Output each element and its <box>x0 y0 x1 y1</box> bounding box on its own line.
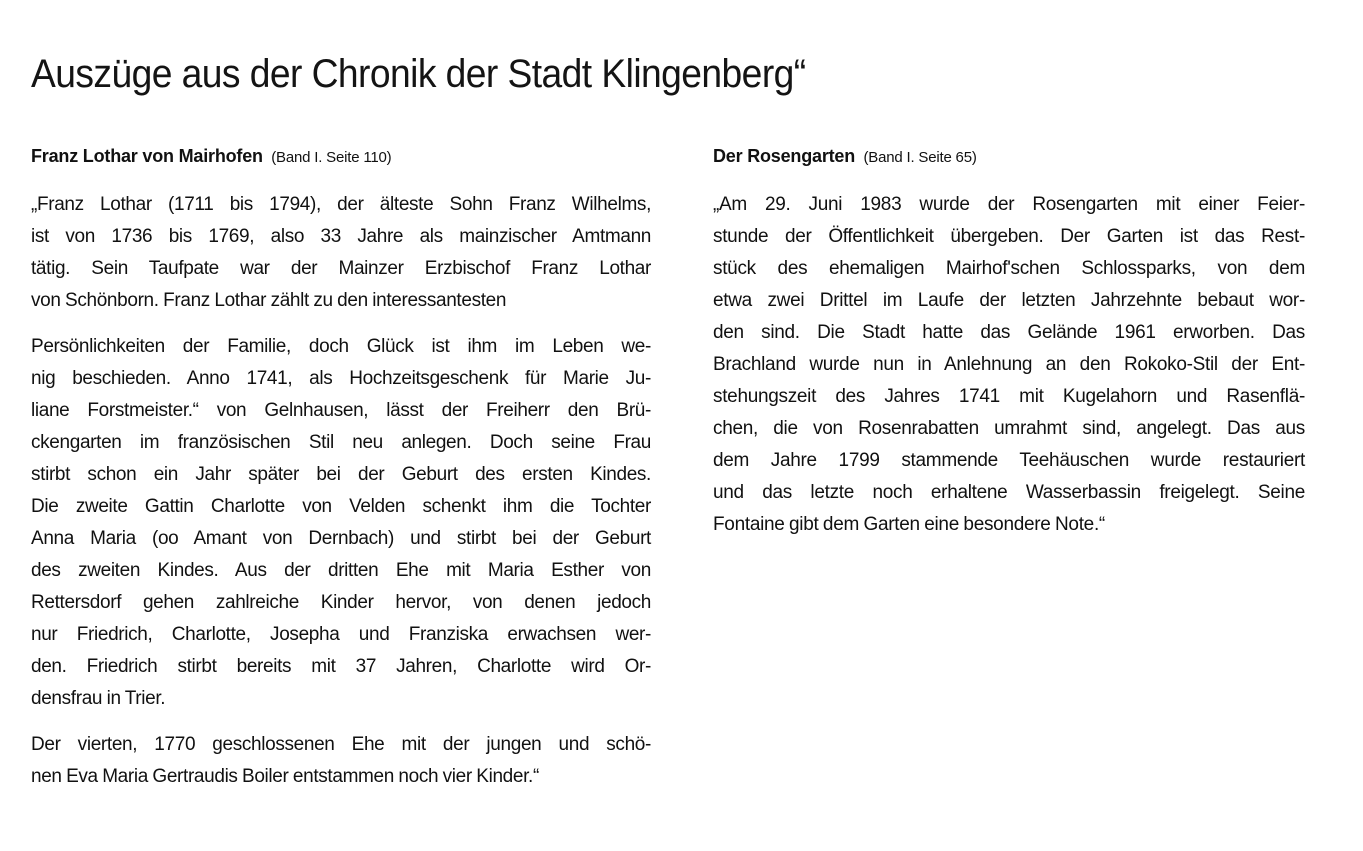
text-line: Brachland wurde nun in Anlehnung an den Rokoko-Stil der Ent- <box>713 354 1305 375</box>
text-line: densfrau in Trier. <box>31 688 166 709</box>
text-line: dem Jahre 1799 stammende Teehäuschen wurde restauriert <box>713 450 1305 471</box>
text-line: des zweiten Kindes. Aus der dritten Ehe mit Maria Esther von <box>31 560 651 581</box>
text-line: stück des ehemaligen Mairhof'schen Schlossparks, von dem <box>713 258 1305 279</box>
section-heading <box>31 143 651 169</box>
text-line: etwa zwei Drittel im Laufe der letzten Jahrzehnte bebaut wor- <box>713 290 1305 311</box>
text-line: tätig. Sein Taufpate war der Mainzer Erzbischof Franz Lothar <box>31 258 651 279</box>
section-franz-lothar <box>31 143 651 807</box>
paragraph <box>713 189 1305 541</box>
section-heading <box>713 143 1305 169</box>
text-line: Persönlichkeiten der Familie, doch Glück ist ihm im Leben we- <box>31 336 651 357</box>
text-line: Der vierten, 1770 geschlossenen Ehe mit der jungen und schö- <box>31 734 651 755</box>
text-line: nen Eva Maria Gertraudis Boiler entstammen noch vier Kinder.“ <box>31 766 539 787</box>
text-line: Anna Maria (oo Amant von Dernbach) und stirbt bei der Geburt <box>31 528 651 549</box>
text-line: nur Friedrich, Charlotte, Josepha und Franziska erwachsen wer- <box>31 624 651 645</box>
text-line: Fontaine gibt dem Garten eine besondere Note.“ <box>713 514 1105 535</box>
text-line: stunde der Öffentlichkeit übergeben. Der Garten ist das Rest- <box>713 226 1305 247</box>
text-line: und das letzte noch erhaltene Wasserbassin freigelegt. Seine <box>713 482 1305 503</box>
section-title: Franz Lothar von Mairhofen <box>31 146 263 166</box>
section-rosengarten <box>713 143 1305 555</box>
paragraph <box>31 331 651 715</box>
section-title: Der Rosengarten <box>713 146 856 166</box>
paragraph <box>31 729 651 793</box>
page-title: Auszüge aus der Chronik der Stadt Klingenberg“ <box>31 52 806 96</box>
text-line: stehungszeit des Jahres 1741 mit Kugelahorn und Rasenflä- <box>713 386 1305 407</box>
text-line: liane Forstmeister.“ von Gelnhausen, lässt der Freiherr den Brü- <box>31 400 651 421</box>
section-reference: (Band I. Seite 110) <box>271 149 392 166</box>
text-line: „Franz Lothar (1711 bis 1794), der älteste Sohn Franz Wilhelms, <box>31 194 651 215</box>
section-reference: (Band I. Seite 65) <box>863 149 977 166</box>
text-line: ckengarten im französischen Stil neu anlegen. Doch seine Frau <box>31 432 651 453</box>
text-line: stirbt schon ein Jahr später bei der Geburt des ersten Kindes. <box>31 464 651 485</box>
text-line: ist von 1736 bis 1769, also 33 Jahre als mainzischer Amtmann <box>31 226 651 247</box>
paragraph <box>31 189 651 317</box>
text-line: den. Friedrich stirbt bereits mit 37 Jahren, Charlotte wird Or- <box>31 656 651 677</box>
text-line: „Am 29. Juni 1983 wurde der Rosengarten mit einer Feier- <box>713 194 1305 215</box>
text-line: von Schönborn. Franz Lothar zählt zu den interessantesten <box>31 290 507 311</box>
text-line: Rettersdorf gehen zahlreiche Kinder hervor, von denen jedoch <box>31 592 651 613</box>
text-line: den sind. Die Stadt hatte das Gelände 1961 erworben. Das <box>713 322 1305 343</box>
text-line: chen, die von Rosenrabatten umrahmt sind, angelegt. Das aus <box>713 418 1305 439</box>
text-line: nig beschieden. Anno 1741, als Hochzeitsgeschenk für Marie Ju- <box>31 368 651 389</box>
text-line: Die zweite Gattin Charlotte von Velden schenkt ihm die Tochter <box>31 496 651 517</box>
